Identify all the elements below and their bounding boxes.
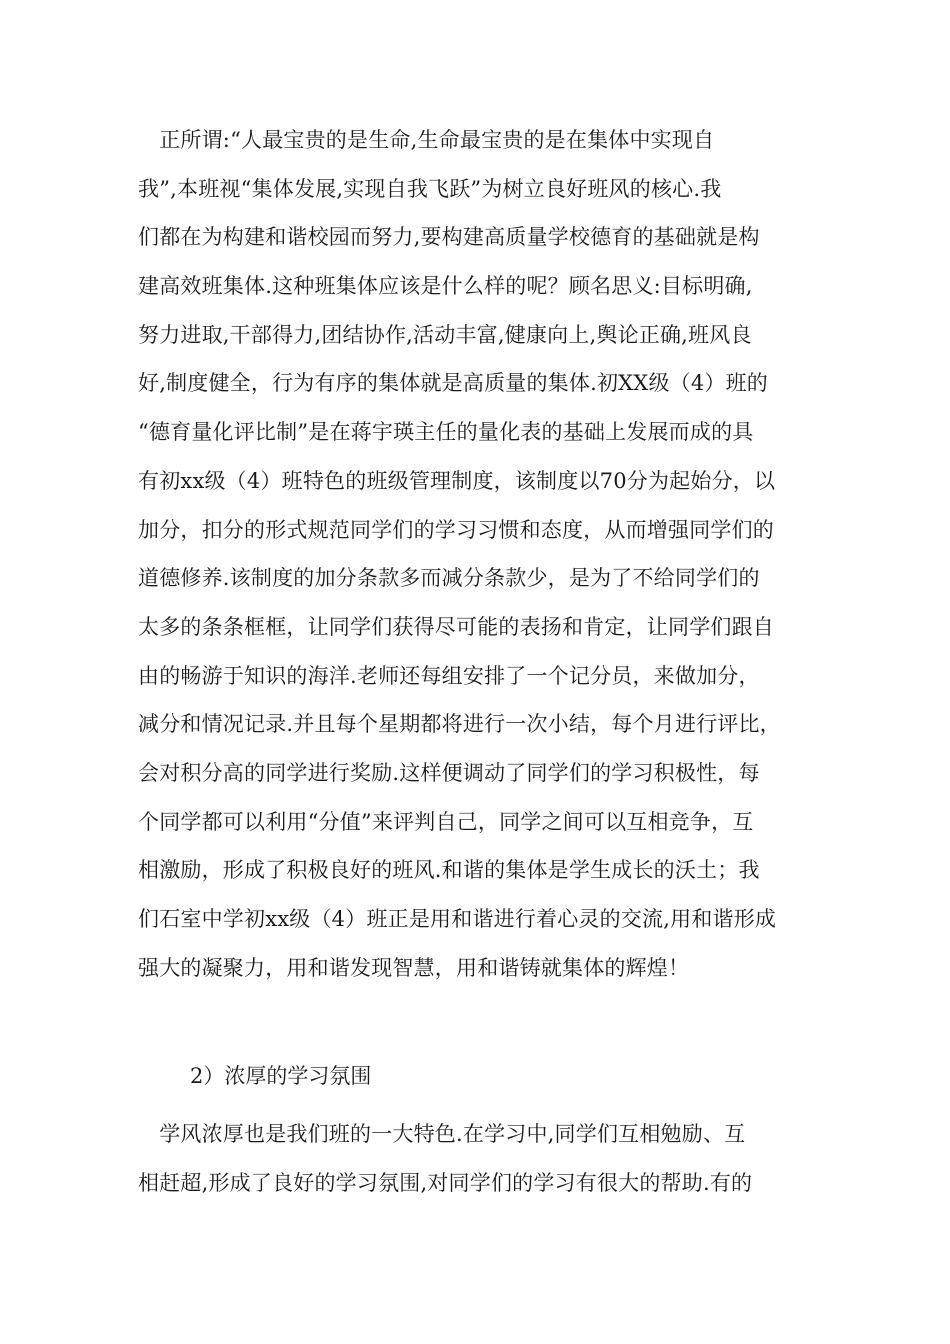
text-line: 道德修养.该制度的加分条款多而减分条款少，是为了不给同学们的 — [138, 566, 760, 591]
text-line: 个同学都可以利用“分值”来评判自己，同学之间可以互相竞争，互 — [138, 809, 754, 834]
text-line: 我”,本班视“集体发展,实现自我飞跃”为树立良好班风的核心.我 — [138, 176, 722, 201]
text-line: 们石室中学初xx级（4）班正是用和谐进行着心灵的交流,用和谐形成 — [138, 907, 777, 931]
text-line: 建高效班集体.这种班集体应该是什么样的呢？顾名思义:目标明确, — [138, 274, 753, 299]
text-line: “德育量化评比制”是在蒋宇瑛主任的量化表的基础上发展而成的具 — [138, 420, 754, 445]
paragraph-class-collective — [138, 116, 828, 992]
text-line: 好,制度健全，行为有序的集体就是高质量的集体.初XX级（4）班的 — [138, 371, 769, 396]
text-line: 努力进取,干部得力,团结协作,活动丰富,健康向上,舆论正确,班风良 — [138, 322, 752, 347]
text-line: 由的畅游于知识的海洋.老师还每组安排了一个记分员，来做加分， — [138, 663, 760, 688]
section-heading — [190, 1058, 880, 1094]
text-line: 相赶超,形成了良好的学习氛围,对同学们的学习有很大的帮助.有的 — [138, 1170, 753, 1195]
text-line: 加分，扣分的形式规范同学们的学习习惯和态度，从而增强同学们的 — [138, 517, 774, 542]
section-heading-text: 2）浓厚的学习氛围 — [190, 1064, 372, 1088]
text-line: 有初xx级（4）班特色的班级管理制度，该制度以70分为起始分，以 — [138, 468, 776, 493]
text-line: 强大的凝聚力，用和谐发现智慧，用和谐铸就集体的辉煌！ — [138, 955, 690, 980]
text-line: 减分和情况记录.并且每个星期都将进行一次小结，每个月进行评比， — [138, 712, 781, 737]
text-line: 们都在为构建和谐校园而努力,要构建高质量学校德育的基础就是构 — [138, 225, 760, 250]
paragraph-study-atmosphere — [138, 1110, 828, 1207]
text-line: 学风浓厚也是我们班的一大特色.在学习中,同学们互相勉励、互 — [138, 1122, 746, 1146]
text-line: 会对积分高的同学进行奖励.这样便调动了同学们的学习积极性，每 — [138, 760, 760, 785]
text-line: 正所谓:“人最宝贵的是生命,生命最宝贵的是在集体中实现自 — [138, 128, 715, 152]
text-line: 相激励，形成了积极良好的班风.和谐的集体是学生成长的沃土；我 — [138, 858, 760, 883]
text-line: 太多的条条框框，让同学们获得尽可能的表扬和肯定，让同学们跟自 — [138, 614, 774, 639]
